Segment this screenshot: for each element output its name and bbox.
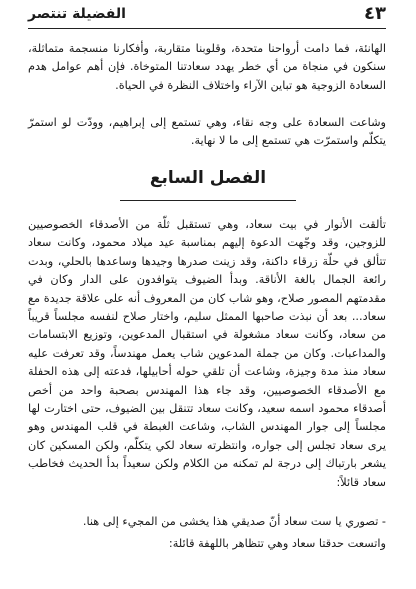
paragraph-1	[28, 40, 386, 95]
page-number: ٤٣	[364, 3, 386, 24]
paragraph-text: الهانئة، فما دامت أرواحنا متحدة، وقلوبنا متقاربة، وأفكارنا منسجمة متماثلة، سنكون في منجاة من أي خطر يهدد سعادتنا المتوخاة. فإن أهم عوامل هدم السعادة الزوجية هو تباين الآراء واختلاف النظرة في الحياة.	[28, 42, 386, 92]
paragraph-text: تألقت الأنوار في بيت سعاد، وهي تستقبل ثلّة من الأصدقاء الخصوصيين للزوجين، وقد وجّهت الدعوة إليهم بمناسبة عيد ميلاد محمود، وكانت سعاد تتألق في حلّة زرقاء داكنة، وقد زينت صدرها وجيدها وساعدها بالحلي، وبدت رائعة الجمال بالغة الأناقة. وبدأ الضيوف يتوافدون على الدار وكان في مقدمتهم المصور صلاح، وهو شاب كان من المعروف أنه على علاقة جديدة مع سعاد... بعد أن نبذت صاحبها الممثل سليم، واختار صلاح لنفسه مجلساً قريباً من سعاد، وكانت سعاد مشغولة في استقبال المدعوين، وتوزيع الابتسامات والمداعبات. وكان من جملة المدعوين شاب يعمل مهندساً، وقد تعرفت عليه سعاد منذ مدة وجيزة، وشاعت أن تلقي حوله أحابيلها، فدعته إلى هذه الحفلة مع الأصدقاء الخصوصيين، وقد جاء هذا المهندس بصحبة واحد من أخص أصدقاء محمود اسمه سعيد، وكانت سعاد تتنقل بين الضيوف، حتى اختارت لها مجلساً إلى جوار المهندس الشاب، وشاعت الغبطة في قلب المهندس وهو يرى سعاد تجلس إلى جواره، وانتظرته سعاد لكي يتكلّم، ولكن المسكين كان يشعر بارتباك إلى درجة لم تمكنه من الكلام ولكن سعيداً بدأ الحديث فخاطب سعاد قائلاً:	[28, 218, 386, 489]
chapter-underline	[120, 200, 296, 201]
paragraph-5	[28, 535, 386, 553]
paragraph-text: وشاعت السعادة على وجه نقاء، وهي تستمع إلى إبراهيم، وودّت لو استمرّ يتكلّم واستمرّت هي تستمع إلى ما لا نهاية.	[28, 116, 386, 148]
page-header	[28, 3, 386, 26]
paragraph-3	[28, 216, 386, 492]
header-rule	[28, 28, 386, 29]
dialogue-line	[28, 513, 386, 531]
paragraph-2	[28, 114, 386, 151]
paragraph-text: - تصوري يا ست سعاد أنّ صديقي هذا يخشى من المجيء إلى هنا.	[82, 515, 386, 528]
paragraph-text: واتسعت حدقتا سعاد وهي تتظاهر باللهفة قائلة:	[168, 537, 386, 550]
chapter-title: الفصل السابع	[149, 168, 267, 188]
book-title: الفضيلة تنتصر	[28, 6, 126, 22]
